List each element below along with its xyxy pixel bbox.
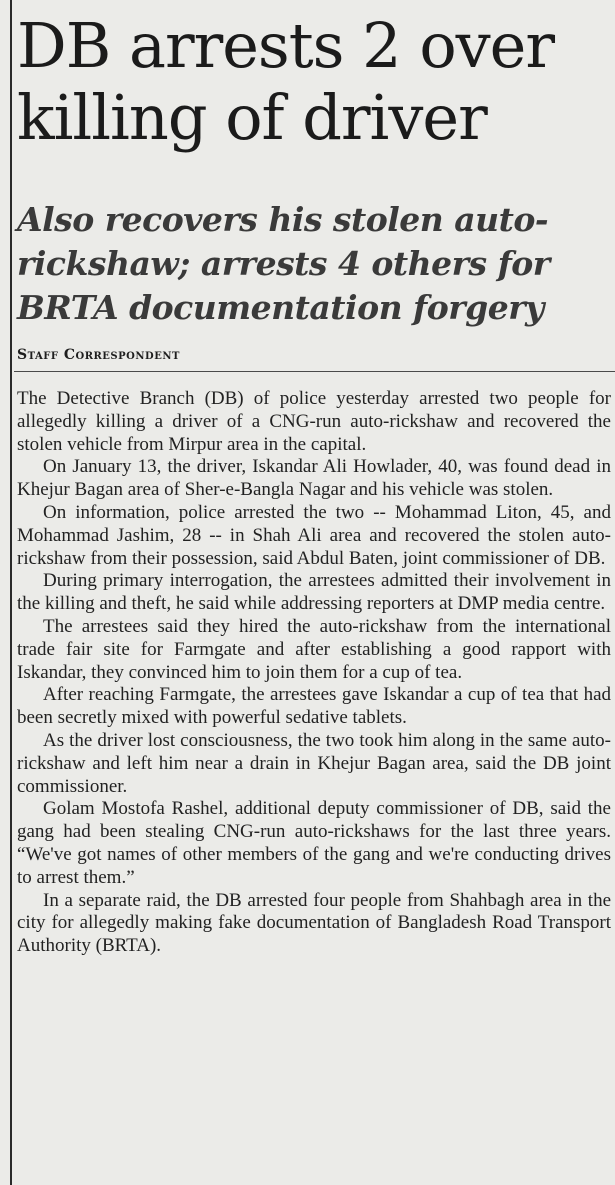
paragraph: Golam Mostofa Rashel, additional deputy commissioner of DB, said the gang had been stealing CNG-run auto-rickshaws for the last three years. “We've got names of other members of the gang and we're conducting drives to arrest them.” [17, 798, 611, 888]
paragraph: In a separate raid, the DB arrested four people from Shahbagh area in the city for allegedly making fake documentation of Bangladesh Road Transport Authority (BRTA). [17, 889, 611, 957]
article-body [17, 388, 611, 958]
paragraph: On January 13, the driver, Iskandar Ali Howlader, 40, was found dead in Khejur Bagan area of Sher-e-Bangla Nagar and his vehicle was stolen. [17, 456, 611, 501]
byline: Staff Correspondent [17, 347, 180, 363]
headline: DB arrests 2 over killing of driver [17, 9, 555, 154]
paragraph: The arrestees said they hired the auto-rickshaw from the international trade fair site for Farmgate and after establishing a good rapport with Iskandar, they convinced him to join them for a cup of tea. [17, 615, 611, 683]
column-divider [10, 0, 12, 1185]
paragraph: The Detective Branch (DB) of police yesterday arrested two people for allegedly killing a driver of a CNG-run auto-rickshaw and recovered the stolen vehicle from Mirpur area in the capital. [17, 388, 611, 455]
subheadline: Also recovers his stolen auto-rickshaw; arrests 4 others for BRTA documentation forgery [17, 200, 550, 327]
paragraph: On information, police arrested the two -- Mohammad Liton, 45, and Mohammad Jashim, 28 -- in Shah Ali area and recovered the stolen auto-rickshaw from their possession, said Abdul Baten, joint commissioner of DB. [17, 501, 611, 569]
byline-divider [14, 371, 615, 372]
paragraph: After reaching Farmgate, the arrestees gave Iskandar a cup of tea that had been secretly mixed with powerful sedative tablets. [17, 684, 611, 729]
paragraph: As the driver lost consciousness, the two took him along in the same auto-rickshaw and left him near a drain in Khejur Bagan area, said the DB joint commissioner. [17, 729, 611, 797]
paragraph: During primary interrogation, the arrestees admitted their involvement in the killing and theft, he said while addressing reporters at DMP media centre. [17, 570, 611, 615]
